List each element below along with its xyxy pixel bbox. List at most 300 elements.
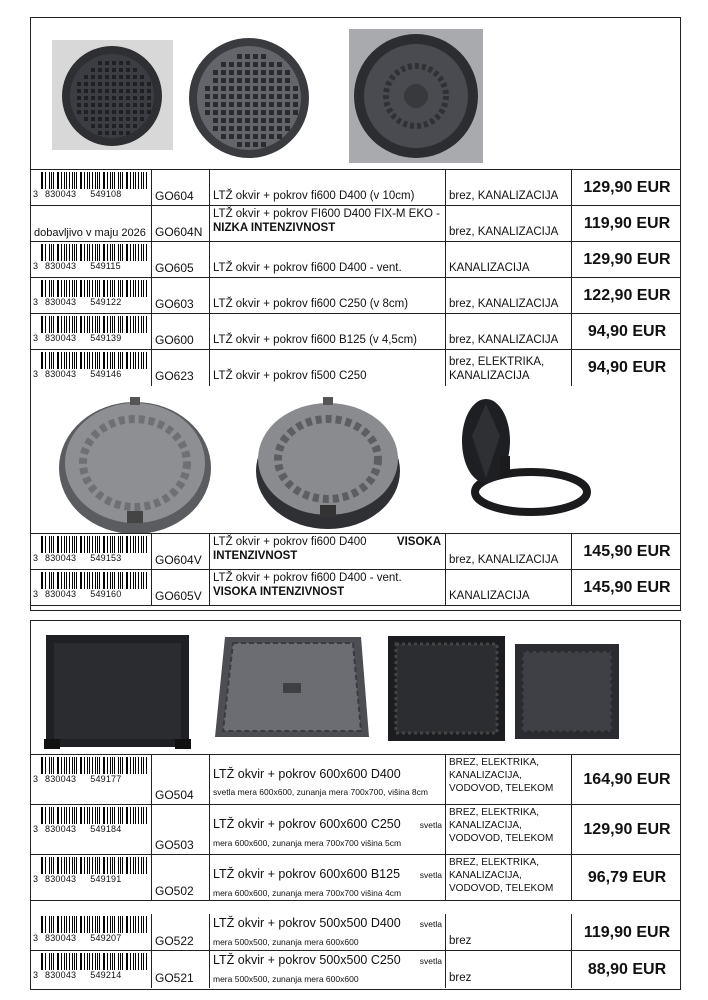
installation-note-line: KANALIZACIJA, — [449, 770, 522, 781]
square-cover-photo-1 — [44, 631, 191, 751]
cover-pattern-square — [237, 78, 242, 83]
installation-note — [445, 914, 571, 951]
installation-note: brez, KANALIZACIJA — [445, 206, 571, 242]
price: 129,90 EUR — [571, 805, 682, 855]
cover-pattern-square — [261, 86, 266, 91]
barcode-digits: 549160 — [90, 589, 122, 599]
cover-pattern-square — [261, 102, 266, 107]
barcode-digits: 3 — [33, 297, 39, 307]
cover-pattern-square — [98, 131, 102, 135]
product-code: GO502 — [151, 855, 209, 901]
description-line — [213, 571, 445, 585]
cover-pattern-square — [213, 110, 218, 115]
cover-pattern-square — [293, 102, 298, 107]
cover-pattern-square — [269, 118, 274, 123]
cover-pattern-square — [98, 68, 102, 72]
barcode-digits: 3 — [33, 553, 39, 563]
installation-note — [445, 755, 571, 805]
price: 94,90 EUR — [571, 350, 682, 386]
cover-pattern-square — [229, 78, 234, 83]
cover-pattern-square — [245, 118, 250, 123]
cover-pattern-square — [277, 126, 282, 131]
table-row — [31, 277, 680, 314]
barcode-digits: 3 — [33, 189, 39, 199]
cover-pattern-square — [133, 68, 137, 72]
cover-pattern-square — [112, 61, 116, 65]
price: 122,90 EUR — [571, 278, 682, 314]
cover-pattern-square — [119, 68, 123, 72]
barcode-digits: 830043 — [45, 261, 77, 271]
installation-note: brez, KANALIZACIJA — [445, 278, 571, 314]
cover-pattern-square — [105, 82, 109, 86]
cover-pattern-square — [213, 86, 218, 91]
installation-note: KANALIZACIJA — [445, 242, 571, 278]
cover-pattern-square — [237, 134, 242, 139]
cover-pattern-square — [133, 124, 137, 128]
cover-pattern-square — [277, 70, 282, 75]
installation-note-line: BREZ, ELEKTRIKA, — [449, 807, 540, 818]
cover-pattern-square — [269, 86, 274, 91]
cover-pattern-square — [119, 124, 123, 128]
cover-pattern-square — [269, 126, 274, 131]
barcode-number — [33, 261, 149, 271]
description-emphasis: VISOKA — [396, 536, 441, 548]
cover-pattern-square — [105, 110, 109, 114]
cover-pattern-square — [269, 62, 274, 67]
cover-pattern-square — [112, 68, 116, 72]
barcode-number — [33, 970, 149, 980]
cover-pattern-square — [253, 118, 258, 123]
price: 94,90 EUR — [571, 314, 682, 350]
cover-pattern-square — [133, 89, 137, 93]
installation-note-line: KANALIZACIJA, — [449, 820, 522, 831]
installation-note-line: BREZ, ELEKTRIKA, — [449, 857, 540, 868]
square-cover-photo-3 — [388, 636, 505, 741]
cover-pattern-square — [221, 126, 226, 131]
cover-pattern-square — [253, 142, 258, 147]
cover-pattern-square — [277, 62, 282, 67]
cover-pattern-square — [221, 102, 226, 107]
description-side-text: svetla — [419, 919, 442, 929]
barcode-number — [33, 933, 149, 943]
barcode-digits: 3 — [33, 824, 39, 834]
barcode-bars — [41, 244, 149, 261]
description-dimensions: mera 600x600, zunanja mera 700x700 višina 5cm — [213, 838, 402, 848]
cover-pattern-square — [126, 68, 130, 72]
cover-pattern-square — [293, 86, 298, 91]
barcode-digits: 830043 — [45, 369, 77, 379]
cover-pattern-square — [147, 89, 151, 93]
manhole-cover-photo-3 — [349, 29, 483, 163]
cover-pattern-square — [261, 78, 266, 83]
cover-pattern-square — [253, 94, 258, 99]
cover-pattern-square — [133, 96, 137, 100]
table-row — [31, 854, 680, 901]
cover-pattern-square — [277, 134, 282, 139]
description-dimensions: mera 600x600, zunanja mera 700x700 višina 4cm — [213, 888, 402, 898]
product-description — [209, 570, 445, 606]
cover-pattern-square — [213, 126, 218, 131]
cover-pattern-square — [237, 70, 242, 75]
cover-pattern-square — [221, 70, 226, 75]
manhole-cover-photo-5 — [253, 393, 403, 533]
cover-pattern-square — [98, 61, 102, 65]
description-text: LTŽ okvir + pokrov fi600 D400 - vent. — [213, 262, 402, 274]
cover-pattern-square — [98, 110, 102, 114]
cover-pattern-square — [261, 70, 266, 75]
barcode-digits: 549207 — [90, 933, 122, 943]
barcode-digits: 830043 — [45, 824, 77, 834]
cover-pattern-square — [253, 102, 258, 107]
description-text: LTŽ okvir + pokrov fi600 D400 — [213, 536, 367, 548]
installation-note-line: brez — [449, 972, 472, 984]
cover-pattern-square — [84, 110, 88, 114]
installation-note: brez, ELEKTRIKA, KANALIZACIJA — [445, 350, 571, 386]
cover-pattern-square — [269, 102, 274, 107]
barcode-digits: 830043 — [45, 333, 77, 343]
cover-pattern-square — [91, 96, 95, 100]
barcode-bars — [41, 352, 149, 369]
cover-pattern-square — [261, 110, 266, 115]
cover-pattern-square — [77, 103, 81, 107]
cover-pattern-square — [261, 54, 266, 59]
cover-pattern-square — [77, 89, 81, 93]
product-description — [209, 855, 445, 901]
cover-pattern-square — [84, 103, 88, 107]
barcode-digits: 549108 — [90, 189, 122, 199]
cover-pattern-square — [285, 118, 290, 123]
description-text: LTŽ okvir + pokrov 500x500 C250 — [213, 953, 401, 967]
cover-pattern-square — [119, 110, 123, 114]
cover-pattern-square — [126, 61, 130, 65]
barcode-digits: 549146 — [90, 369, 122, 379]
price: 145,90 EUR — [571, 534, 682, 570]
cover-pattern-square — [147, 103, 151, 107]
cover-pattern-square — [245, 134, 250, 139]
cover-pattern-square — [105, 89, 109, 93]
description-line — [213, 867, 445, 883]
installation-note-line: VODOVOD, TELEKOM — [449, 883, 554, 894]
description-text: LTŽ okvir + pokrov 600x600 B125 — [213, 867, 401, 881]
table-row — [31, 205, 680, 242]
table-row — [31, 754, 680, 805]
cover-pattern-square — [229, 70, 234, 75]
cover-pattern-square — [133, 103, 137, 107]
description-dimensions: mera 500x500, zunanja mera 600x600 — [213, 937, 359, 947]
cover-pattern-square — [285, 126, 290, 131]
barcode — [31, 170, 151, 206]
cover-pattern-square — [119, 61, 123, 65]
barcode-digits: 3 — [33, 369, 39, 379]
product-code: GO603 — [151, 278, 209, 314]
cover-pattern-square — [245, 126, 250, 131]
product-code: GO503 — [151, 805, 209, 855]
cover-pattern-square — [221, 62, 226, 67]
cover-pattern-square — [119, 131, 123, 135]
description-side-text: svetla — [419, 956, 442, 966]
cover-pattern-square — [84, 96, 88, 100]
price: 129,90 EUR — [571, 242, 682, 278]
product-code: GO521 — [151, 951, 209, 988]
description-line — [213, 817, 445, 833]
barcode-bars — [41, 857, 149, 874]
price: 88,90 EUR — [571, 951, 682, 988]
installation-note-line: BREZ, ELEKTRIKA, — [449, 757, 540, 768]
installation-note: KANALIZACIJA — [445, 570, 571, 606]
product-description — [209, 242, 445, 278]
cover-pattern-square — [237, 110, 242, 115]
cover-pattern-square — [221, 78, 226, 83]
cover-pattern-square — [112, 75, 116, 79]
cover-pattern-square — [245, 62, 250, 67]
table-row — [31, 533, 680, 570]
description-text: LTŽ okvir + pokrov 500x500 D400 — [213, 916, 401, 930]
description-emphasis: NIZKA INTENZIVNOST — [213, 222, 336, 234]
cover-pattern-square — [261, 118, 266, 123]
product-description — [209, 534, 445, 570]
cover-pattern-square — [237, 102, 242, 107]
cover-pattern-square — [126, 89, 130, 93]
cover-pattern-square — [126, 103, 130, 107]
cover-pattern-square — [261, 142, 266, 147]
product-description — [209, 755, 445, 805]
cover-pattern-square — [140, 96, 144, 100]
barcode-bars — [41, 757, 149, 774]
description-side-text: svetla — [419, 820, 442, 830]
cover-pattern-square — [221, 118, 226, 123]
cover-pattern-square — [91, 103, 95, 107]
cover-pattern-square — [84, 75, 88, 79]
barcode — [31, 314, 151, 350]
product-description — [209, 278, 445, 314]
availability-note: dobavljivo v maju 2026 — [34, 227, 146, 239]
barcode-number — [33, 824, 149, 834]
cover-pattern-square — [253, 70, 258, 75]
cover-pattern-square — [261, 94, 266, 99]
installation-note: brez, KANALIZACIJA — [445, 314, 571, 350]
cover-pattern-square — [98, 124, 102, 128]
cover-pattern-square — [133, 110, 137, 114]
cover-pattern-square — [253, 86, 258, 91]
barcode — [31, 534, 151, 570]
cover-pattern-square — [221, 86, 226, 91]
barcode — [31, 242, 151, 278]
cover-pattern-square — [221, 110, 226, 115]
product-code: GO604N — [151, 206, 209, 242]
table-row — [31, 913, 680, 951]
barcode-number — [33, 874, 149, 884]
cover-pattern-square — [285, 110, 290, 115]
installation-note: brez, KANALIZACIJA — [445, 170, 571, 206]
barcode-digits: 549139 — [90, 333, 122, 343]
cover-pattern-square — [84, 117, 88, 121]
barcode-digits: 3 — [33, 774, 39, 784]
cover-pattern-square — [269, 70, 274, 75]
cover-pattern-square — [105, 96, 109, 100]
cover-pattern-square — [237, 118, 242, 123]
product-table-heavy-covers — [30, 381, 681, 606]
cover-pattern-square — [229, 134, 234, 139]
cover-pattern-square — [77, 82, 81, 86]
cover-pattern-square — [91, 68, 95, 72]
cover-pattern-square — [253, 126, 258, 131]
cover-pattern-square — [237, 126, 242, 131]
barcode-digits: 549177 — [90, 774, 122, 784]
cover-pattern-square — [105, 75, 109, 79]
cover-pattern-square — [261, 134, 266, 139]
product-code: GO522 — [151, 914, 209, 951]
cover-pattern-square — [91, 124, 95, 128]
barcode-digits: 3 — [33, 333, 39, 343]
cover-pattern-square — [126, 131, 130, 135]
cover-pattern-square — [84, 82, 88, 86]
price: 145,90 EUR — [571, 570, 682, 606]
cover-pattern-square — [285, 102, 290, 107]
price: 119,90 EUR — [571, 914, 682, 951]
barcode-bars — [41, 316, 149, 333]
price: 119,90 EUR — [571, 206, 682, 242]
barcode — [31, 805, 151, 855]
cover-pattern-square — [112, 117, 116, 121]
cover-pattern-square — [126, 124, 130, 128]
cover-pattern-square — [293, 94, 298, 99]
barcode-digits: 830043 — [45, 874, 77, 884]
cover-pattern-square — [112, 103, 116, 107]
cover-pattern-square — [133, 82, 137, 86]
barcode-bars — [41, 172, 149, 189]
cover-pattern-square — [293, 110, 298, 115]
cover-pattern-square — [229, 126, 234, 131]
cover-pattern-square — [205, 94, 210, 99]
cover-pattern-square — [245, 70, 250, 75]
installation-note-line: KANALIZACIJA, — [449, 870, 522, 881]
product-code: GO504 — [151, 755, 209, 805]
description-text: LTŽ okvir + pokrov fi600 C250 (v 8cm) — [213, 298, 409, 310]
cover-pattern-square — [112, 96, 116, 100]
cover-pattern-square — [133, 75, 137, 79]
barcode-bars — [41, 916, 149, 933]
cover-pattern-square — [205, 110, 210, 115]
cover-pattern-square — [245, 142, 250, 147]
barcode-digits: 549122 — [90, 297, 122, 307]
barcode-bars — [41, 953, 149, 970]
barcode-digits: 830043 — [45, 589, 77, 599]
cover-pattern-square — [84, 89, 88, 93]
table-row — [31, 804, 680, 855]
cover-pattern-square — [253, 54, 258, 59]
manhole-cover-photo-2 — [183, 36, 316, 161]
barcode-digits: 3 — [33, 970, 39, 980]
cover-pattern-square — [119, 75, 123, 79]
product-description — [209, 206, 445, 242]
cover-pattern-square — [213, 102, 218, 107]
installation-note-line: VODOVOD, TELEKOM — [449, 783, 554, 794]
barcode-bars — [41, 807, 149, 824]
description-line — [213, 535, 445, 549]
price: 129,90 EUR — [571, 170, 682, 206]
barcode-digits: 830043 — [45, 297, 77, 307]
barcode-digits: 3 — [33, 589, 39, 599]
product-code: GO600 — [151, 314, 209, 350]
cover-pattern-square — [253, 110, 258, 115]
cover-pattern-square — [269, 78, 274, 83]
description-line — [213, 916, 445, 932]
cover-pattern-square — [229, 118, 234, 123]
description-line — [213, 953, 445, 969]
description-side-text: svetla — [419, 870, 442, 880]
square-cover-photo-2 — [211, 633, 371, 745]
cover-pattern-square — [245, 102, 250, 107]
barcode-number — [33, 553, 149, 563]
cover-pattern-square — [237, 62, 242, 67]
installation-note — [445, 805, 571, 855]
product-description — [209, 951, 445, 988]
cover-pattern-square — [253, 134, 258, 139]
cover-pattern-square — [277, 78, 282, 83]
product-description — [209, 314, 445, 350]
cover-pattern-square — [98, 89, 102, 93]
cover-pattern-square — [277, 94, 282, 99]
cover-pattern-square — [229, 110, 234, 115]
cover-pattern-square — [119, 117, 123, 121]
cover-pattern-square — [147, 82, 151, 86]
cover-pattern-square — [126, 96, 130, 100]
barcode — [31, 570, 151, 606]
cover-pattern-square — [98, 96, 102, 100]
cover-pattern-square — [105, 68, 109, 72]
cover-pattern-square — [245, 54, 250, 59]
cover-pattern-square — [98, 103, 102, 107]
barcode-digits: 3 — [33, 933, 39, 943]
barcode-number — [33, 189, 149, 199]
cover-pattern-square — [112, 89, 116, 93]
cover-pattern-square — [147, 110, 151, 114]
cover-pattern-square — [126, 110, 130, 114]
cover-pattern-square — [112, 82, 116, 86]
cover-pattern-square — [229, 86, 234, 91]
cover-pattern-square — [245, 86, 250, 91]
product-description — [209, 170, 445, 206]
cover-pattern-square — [119, 103, 123, 107]
cover-pattern-square — [205, 102, 210, 107]
cover-pattern-square — [147, 96, 151, 100]
cover-pattern-square — [245, 94, 250, 99]
manhole-cover-photo-4 — [56, 393, 214, 538]
barcode — [31, 951, 151, 988]
cover-pattern-square — [126, 82, 130, 86]
barcode-digits: 549191 — [90, 874, 122, 884]
description-dimensions: mera 500x500, zunanja mera 600x600 — [213, 974, 359, 984]
cover-pattern-square — [269, 110, 274, 115]
barcode-digits: 830043 — [45, 933, 77, 943]
cover-pattern-square — [140, 110, 144, 114]
cover-pattern-square — [253, 78, 258, 83]
installation-note: brez, KANALIZACIJA — [445, 534, 571, 570]
cover-pattern-square — [119, 96, 123, 100]
barcode-number — [33, 774, 149, 784]
table-gap — [31, 900, 680, 914]
installation-note — [445, 951, 571, 988]
barcode — [31, 278, 151, 314]
cover-pattern-square — [229, 102, 234, 107]
description-text: LTŽ okvir + pokrov fi600 D400 (v 10cm) — [213, 190, 415, 202]
barcode — [31, 755, 151, 805]
cover-pattern-square — [140, 117, 144, 121]
barcode-digits: 549153 — [90, 553, 122, 563]
cover-pattern-square — [261, 62, 266, 67]
cover-pattern-square — [237, 142, 242, 147]
product-code: GO605V — [151, 570, 209, 606]
